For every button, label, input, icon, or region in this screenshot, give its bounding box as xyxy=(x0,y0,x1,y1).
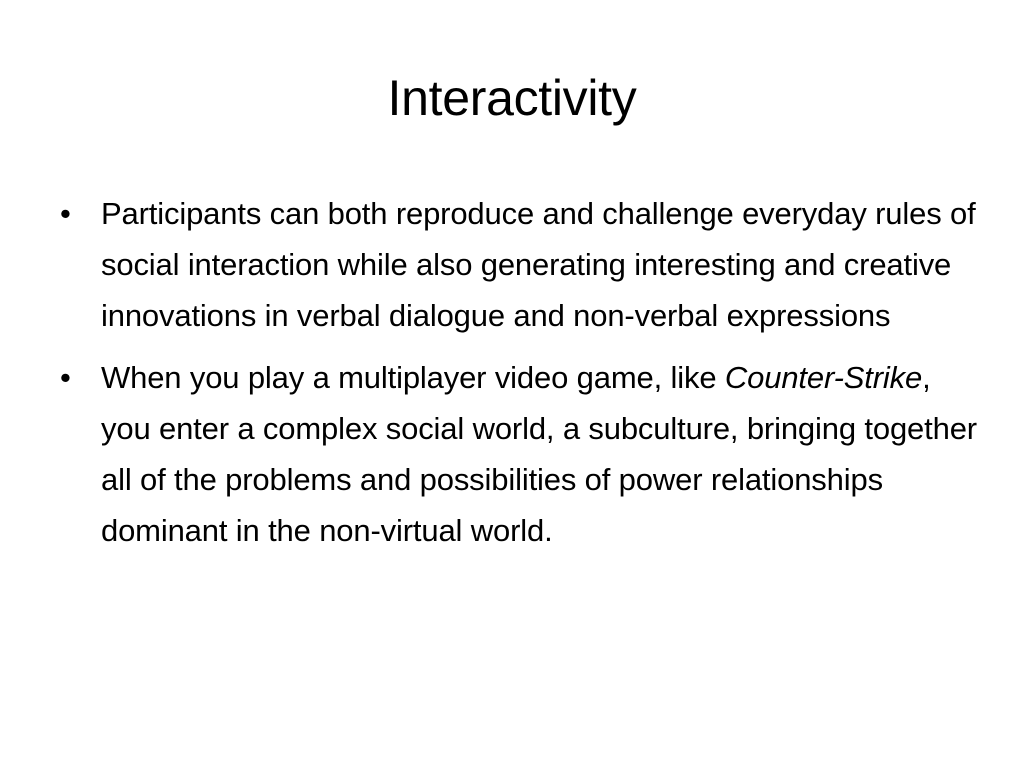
bullet-item xyxy=(60,188,980,341)
bullet-item xyxy=(60,352,980,556)
bullet-marker-icon: • xyxy=(60,196,71,231)
bullet-list xyxy=(60,188,980,567)
bullet-lead-text: When you play a multiplayer video game, like xyxy=(101,360,725,395)
bullet-text: Participants can both reproduce and challenge everyday rules of social interaction while also generating interesting and creative innovations in verbal dialogue and non-verbal expressions xyxy=(101,196,976,333)
bullet-marker-icon: • xyxy=(60,360,71,395)
slide-title: Interactivity xyxy=(387,70,637,126)
bullet-text: , you enter a complex social world, a subculture, bringing together all of the problems and possibilities of power relationships dominant in the non-virtual world. xyxy=(101,360,977,548)
game-title-emphasis: Counter-Strike xyxy=(724,360,923,395)
